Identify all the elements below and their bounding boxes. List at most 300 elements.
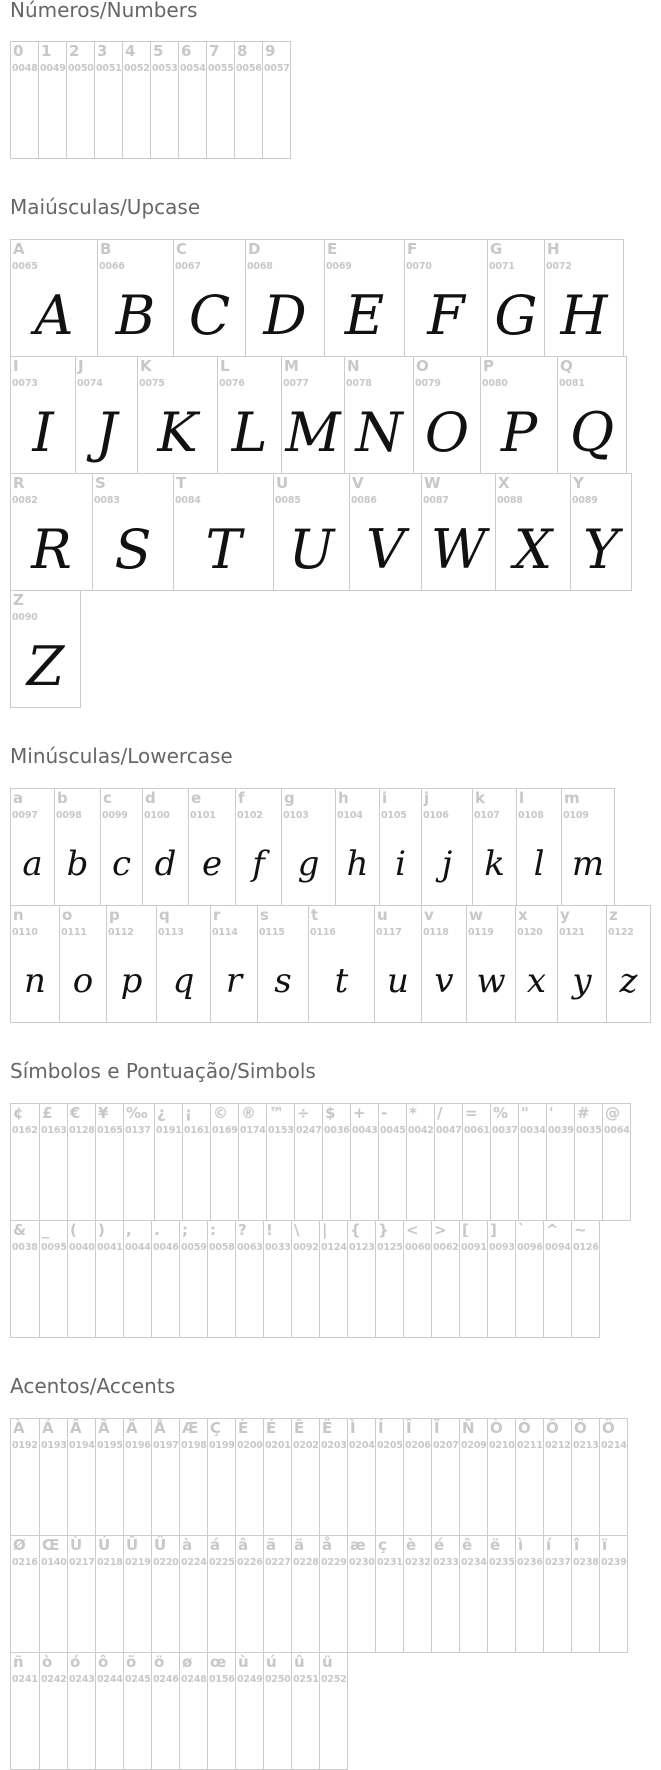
glyph-char-label: î <box>574 1536 580 1554</box>
glyph-char-label: 1 <box>41 42 52 60</box>
glyph-char-label: ^ <box>546 1221 559 1239</box>
glyph-char-label: 7 <box>209 42 220 60</box>
glyph-sample: w <box>476 961 506 1001</box>
glyph-sample: E <box>344 283 385 347</box>
glyph-code-label: 0062 <box>433 1242 459 1253</box>
glyph-cell <box>10 473 93 591</box>
glyph-code-label: 0247 <box>296 1125 322 1136</box>
glyph-sample: u <box>387 961 409 1001</box>
glyph-code-label: 0216 <box>12 1557 38 1568</box>
glyph-cell <box>434 1103 463 1221</box>
section-title-upper: Maiúsculas/Upcase <box>10 195 201 219</box>
glyph-cell <box>349 473 422 591</box>
glyph-cell <box>106 905 157 1023</box>
glyph-cell <box>574 1103 603 1221</box>
glyph-code-label: 0115 <box>259 927 285 938</box>
glyph-cell <box>235 1220 264 1338</box>
glyph-code-label: 0213 <box>573 1440 599 1451</box>
glyph-cell <box>404 239 488 357</box>
glyph-char-label: Û <box>126 1536 139 1554</box>
glyph-code-label: 0237 <box>545 1557 571 1568</box>
glyph-code-label: 0231 <box>377 1557 403 1568</box>
glyph-char-label: J <box>78 357 84 375</box>
glyph-cell <box>59 905 107 1023</box>
glyph-cell <box>10 1220 40 1338</box>
glyph-cell <box>10 1103 40 1221</box>
glyph-code-label: 0191 <box>156 1125 182 1136</box>
glyph-code-label: 0052 <box>124 63 150 74</box>
glyph-char-label: A <box>13 240 25 258</box>
glyph-cell <box>347 1418 376 1536</box>
glyph-cell <box>151 1652 180 1770</box>
glyph-cell <box>39 1418 68 1536</box>
glyph-char-label: g <box>284 789 295 807</box>
glyph-code-label: 0082 <box>12 495 38 506</box>
glyph-char-label: ö <box>154 1653 165 1671</box>
glyph-char-label: Î <box>406 1419 412 1437</box>
glyph-cell <box>319 1652 348 1770</box>
glyph-cell <box>281 356 345 474</box>
glyph-cell <box>263 1652 292 1770</box>
glyph-sample: m <box>571 844 605 884</box>
glyph-code-label: 0225 <box>209 1557 235 1568</box>
glyph-cell <box>173 239 246 357</box>
glyph-char-label: E <box>327 240 338 258</box>
glyph-cell <box>543 1418 572 1536</box>
glyph-cell <box>431 1535 460 1653</box>
glyph-cell <box>179 1418 208 1536</box>
glyph-cell <box>210 905 258 1023</box>
glyph-char-label: { <box>350 1221 361 1239</box>
upper-row <box>10 473 631 591</box>
glyph-sample: D <box>263 283 307 347</box>
glyph-char-label: Æ <box>182 1419 199 1437</box>
glyph-char-label: £ <box>42 1104 53 1122</box>
glyph-char-label: ó <box>70 1653 81 1671</box>
glyph-code-label: 0060 <box>405 1242 431 1253</box>
glyph-char-label: M <box>284 357 299 375</box>
section-title-symbols: Símbolos e Pontuação/Simbols <box>10 1059 316 1083</box>
section-title-numbers: Números/Numbers <box>10 0 198 22</box>
glyph-cell <box>95 1652 124 1770</box>
glyph-code-label: 0245 <box>125 1674 151 1685</box>
glyph-cell <box>235 1652 264 1770</box>
glyph-cell <box>291 1220 320 1338</box>
glyph-char-label: Ò <box>490 1419 503 1437</box>
glyph-char-label: F <box>407 240 418 258</box>
glyph-sample: f <box>252 844 265 884</box>
glyph-char-label: + <box>353 1104 366 1122</box>
glyph-code-label: 0099 <box>102 810 128 821</box>
glyph-char-label: ì <box>518 1536 524 1554</box>
glyph-cell <box>375 1418 404 1536</box>
glyph-cell <box>188 788 236 906</box>
glyph-code-label: 0035 <box>576 1125 602 1136</box>
glyph-code-label: 0109 <box>563 810 589 821</box>
glyph-sample: p <box>120 961 143 1001</box>
glyph-cell <box>207 1220 236 1338</box>
glyph-char-label: ] <box>490 1221 497 1239</box>
glyph-code-label: 0043 <box>352 1125 378 1136</box>
glyph-cell <box>67 1535 96 1653</box>
glyph-code-label: 0228 <box>293 1557 319 1568</box>
glyph-code-label: 0250 <box>265 1674 291 1685</box>
glyph-cell <box>378 1103 407 1221</box>
glyph-char-label: æ <box>350 1536 366 1554</box>
glyph-code-label: 0106 <box>423 810 449 821</box>
glyph-cell <box>570 473 632 591</box>
glyph-cell <box>207 1418 236 1536</box>
glyph-cell <box>421 473 496 591</box>
glyph-cell <box>95 1220 124 1338</box>
glyph-code-label: 0123 <box>349 1242 375 1253</box>
numbers-row <box>10 41 290 159</box>
glyph-code-label: 0096 <box>517 1242 543 1253</box>
glyph-cell <box>466 905 516 1023</box>
glyph-sample: I <box>32 400 54 464</box>
glyph-code-label: 0210 <box>489 1440 515 1451</box>
glyph-char-label: O <box>416 357 429 375</box>
glyph-char-label: # <box>577 1104 590 1122</box>
lower-row <box>10 905 650 1023</box>
glyph-char-label: ‰ <box>126 1104 148 1122</box>
glyph-char-label: â <box>238 1536 249 1554</box>
glyph-char-label: w <box>469 906 483 924</box>
glyph-cell <box>599 1535 628 1653</box>
symbols-row <box>10 1103 630 1221</box>
glyph-code-label: 0156 <box>209 1674 235 1685</box>
symbols-row <box>10 1220 599 1338</box>
glyph-cell <box>39 1103 68 1221</box>
glyph-cell <box>495 473 571 591</box>
glyph-code-label: 0059 <box>181 1242 207 1253</box>
glyph-sample: i <box>395 844 406 884</box>
glyph-cell <box>291 1652 320 1770</box>
glyph-cell <box>459 1220 488 1338</box>
glyph-code-label: 0069 <box>326 261 352 272</box>
glyph-code-label: 0233 <box>433 1557 459 1568</box>
section-title-lower: Minúsculas/Lowercase <box>10 744 233 768</box>
glyph-char-label: Á <box>42 1419 54 1437</box>
glyph-code-label: 0075 <box>139 378 165 389</box>
glyph-char-label: À <box>13 1419 25 1437</box>
glyph-sample: Z <box>26 634 65 698</box>
glyph-code-label: 0229 <box>321 1557 347 1568</box>
glyph-char-label: ~ <box>574 1221 587 1239</box>
glyph-char-label: H <box>547 240 560 258</box>
glyph-code-label: 0220 <box>153 1557 179 1568</box>
glyph-cell <box>150 41 179 159</box>
glyph-char-label: n <box>13 906 24 924</box>
glyph-code-label: 0095 <box>41 1242 67 1253</box>
glyph-sample: M <box>285 400 341 464</box>
glyph-cell <box>67 1103 96 1221</box>
glyph-sample: h <box>346 844 369 884</box>
glyph-char-label: è <box>406 1536 417 1554</box>
glyph-char-label: K <box>140 357 152 375</box>
glyph-char-label: . <box>154 1221 160 1239</box>
glyph-sample: J <box>95 400 118 464</box>
glyph-code-label: 0110 <box>12 927 38 938</box>
glyph-cell <box>66 41 95 159</box>
glyph-code-label: 0163 <box>41 1125 67 1136</box>
glyph-code-label: 0203 <box>321 1440 347 1451</box>
glyph-char-label: D <box>248 240 261 258</box>
glyph-code-label: 0119 <box>468 927 494 938</box>
glyph-sample: N <box>355 400 403 464</box>
glyph-char-label: S <box>95 474 106 492</box>
glyph-code-label: 0218 <box>97 1557 123 1568</box>
glyph-cell <box>281 788 336 906</box>
glyph-code-label: 0198 <box>181 1440 207 1451</box>
glyph-cell <box>319 1535 348 1653</box>
glyph-sample: O <box>424 400 470 464</box>
glyph-code-label: 0219 <box>125 1557 151 1568</box>
glyph-code-label: 0125 <box>377 1242 403 1253</box>
glyph-cell <box>516 788 562 906</box>
glyph-code-label: 0041 <box>97 1242 123 1253</box>
glyph-sample: P <box>500 400 538 464</box>
glyph-char-label: c <box>103 789 112 807</box>
glyph-cell <box>403 1220 432 1338</box>
glyph-sample: F <box>427 283 465 347</box>
glyph-cell <box>10 1418 40 1536</box>
glyph-char-label: 6 <box>181 42 192 60</box>
glyph-cell <box>487 1220 516 1338</box>
glyph-cell <box>375 1535 404 1653</box>
glyph-code-label: 0117 <box>376 927 402 938</box>
glyph-cell <box>151 1220 180 1338</box>
glyph-code-label: 0077 <box>283 378 309 389</box>
glyph-cell <box>374 905 422 1023</box>
glyph-code-label: 0080 <box>482 378 508 389</box>
glyph-cell <box>94 41 123 159</box>
glyph-char-label: s <box>260 906 269 924</box>
glyph-sample: q <box>172 961 195 1001</box>
glyph-code-label: 0209 <box>461 1440 487 1451</box>
glyph-code-label: 0090 <box>12 612 38 623</box>
glyph-code-label: 0211 <box>517 1440 543 1451</box>
glyph-cell <box>379 788 422 906</box>
glyph-char-label: é <box>434 1536 445 1554</box>
glyph-char-label: T <box>176 474 187 492</box>
glyph-char-label: Ú <box>98 1536 111 1554</box>
glyph-code-label: 0116 <box>310 927 336 938</box>
glyph-char-label: @ <box>605 1104 620 1122</box>
glyph-char-label: ; <box>182 1221 188 1239</box>
glyph-sample: l <box>533 844 545 884</box>
glyph-cell <box>263 1535 292 1653</box>
glyph-char-label: ) <box>98 1221 105 1239</box>
glyph-cell <box>97 239 174 357</box>
glyph-char-label: y <box>560 906 570 924</box>
glyph-char-label: R <box>13 474 25 492</box>
glyph-cell <box>557 905 607 1023</box>
glyph-code-label: 0153 <box>268 1125 294 1136</box>
glyph-code-label: 0169 <box>212 1125 238 1136</box>
glyph-char-label: b <box>57 789 68 807</box>
glyph-code-label: 0094 <box>545 1242 571 1253</box>
glyph-cell <box>245 239 325 357</box>
glyph-cell <box>546 1103 575 1221</box>
glyph-cell <box>39 1220 68 1338</box>
glyph-char-label: _ <box>42 1221 50 1239</box>
glyph-code-label: 0124 <box>321 1242 347 1253</box>
glyph-cell <box>151 1418 180 1536</box>
glyph-char-label: Ë <box>322 1419 333 1437</box>
lower-row <box>10 788 614 906</box>
glyph-code-label: 0197 <box>153 1440 179 1451</box>
glyph-code-label: 0048 <box>12 63 38 74</box>
glyph-cell <box>10 41 39 159</box>
glyph-cell <box>308 905 375 1023</box>
glyph-cell <box>10 590 81 708</box>
glyph-char-label: Y <box>573 474 584 492</box>
glyph-char-label: U <box>276 474 289 492</box>
glyph-sample: y <box>572 961 592 1001</box>
glyph-cell <box>421 788 473 906</box>
glyph-code-label: 0046 <box>153 1242 179 1253</box>
glyph-code-label: 0072 <box>546 261 572 272</box>
glyph-cell <box>375 1220 404 1338</box>
glyph-code-label: 0246 <box>153 1674 179 1685</box>
glyph-cell <box>347 1535 376 1653</box>
glyph-code-label: 0091 <box>461 1242 487 1253</box>
glyph-sample: b <box>66 844 89 884</box>
glyph-char-label: " <box>521 1104 529 1122</box>
glyph-sample: a <box>22 844 43 884</box>
glyph-char-label: i <box>382 789 388 807</box>
glyph-char-label: œ <box>210 1653 227 1671</box>
glyph-code-label: 0065 <box>12 261 38 272</box>
glyph-char-label: ú <box>266 1653 277 1671</box>
glyph-cell <box>54 788 101 906</box>
glyph-char-label: Ã <box>98 1419 110 1437</box>
glyph-sample: j <box>441 844 453 884</box>
glyph-char-label: o <box>62 906 73 924</box>
glyph-cell <box>10 1535 40 1653</box>
glyph-code-label: 0088 <box>497 495 523 506</box>
glyph-sample: r <box>225 961 243 1001</box>
glyph-code-label: 0113 <box>158 927 184 938</box>
glyph-cell <box>122 41 151 159</box>
glyph-cell <box>602 1103 631 1221</box>
glyph-code-label: 0162 <box>12 1125 38 1136</box>
glyph-char-label: Ö <box>574 1419 587 1437</box>
glyph-cell <box>459 1535 488 1653</box>
glyph-char-label: Œ <box>42 1536 60 1554</box>
glyph-char-label: í <box>546 1536 552 1554</box>
glyph-code-label: 0083 <box>94 495 120 506</box>
glyph-sample: W <box>430 517 487 581</box>
glyph-code-label: 0165 <box>97 1125 123 1136</box>
glyph-char-label: 2 <box>69 42 80 60</box>
glyph-code-label: 0044 <box>125 1242 151 1253</box>
glyph-cell <box>403 1535 432 1653</box>
glyph-sample: Y <box>583 517 619 581</box>
glyph-char-label: % <box>493 1104 509 1122</box>
glyph-code-label: 0112 <box>108 927 134 938</box>
glyph-code-label: 0121 <box>559 927 585 938</box>
glyph-char-label: ? <box>238 1221 247 1239</box>
glyph-cell <box>10 239 98 357</box>
glyph-char-label: Ó <box>518 1419 531 1437</box>
glyph-code-label: 0202 <box>293 1440 319 1451</box>
glyph-code-label: 0064 <box>604 1125 630 1136</box>
glyph-cell <box>151 1535 180 1653</box>
glyph-sample: d <box>154 844 177 884</box>
glyph-cell <box>472 788 517 906</box>
glyph-code-label: 0081 <box>559 378 585 389</box>
glyph-code-label: 0195 <box>97 1440 123 1451</box>
glyph-cell <box>75 356 138 474</box>
glyph-code-label: 0038 <box>12 1242 38 1253</box>
upper-row <box>10 590 80 708</box>
glyph-code-label: 0085 <box>275 495 301 506</box>
glyph-code-label: 0037 <box>492 1125 518 1136</box>
glyph-char-label: Å <box>154 1419 166 1437</box>
glyph-cell <box>10 356 76 474</box>
glyph-cell <box>207 1652 236 1770</box>
glyph-cell <box>238 1103 267 1221</box>
glyph-char-label: , <box>126 1221 132 1239</box>
glyph-char-label: p <box>109 906 120 924</box>
glyph-cell <box>123 1103 155 1221</box>
glyph-sample: s <box>274 961 292 1001</box>
glyph-code-label: 0104 <box>337 810 363 821</box>
glyph-code-label: 0192 <box>12 1440 38 1451</box>
glyph-sample: S <box>114 517 152 581</box>
glyph-cell <box>273 473 350 591</box>
glyph-char-label: } <box>378 1221 389 1239</box>
glyph-char-label: X <box>498 474 510 492</box>
glyph-code-label: 0249 <box>237 1674 263 1685</box>
glyph-cell <box>179 1535 208 1653</box>
glyph-code-label: 0074 <box>77 378 103 389</box>
glyph-char-label: ç <box>378 1536 387 1554</box>
glyph-cell <box>403 1418 432 1536</box>
glyph-code-label: 0248 <box>181 1674 207 1685</box>
glyph-code-label: 0071 <box>489 261 515 272</box>
glyph-code-label: 0039 <box>548 1125 574 1136</box>
glyph-code-label: 0234 <box>461 1557 487 1568</box>
glyph-cell <box>142 788 189 906</box>
glyph-char-label: å <box>322 1536 333 1554</box>
glyph-cell <box>179 1652 208 1770</box>
glyph-cell <box>406 1103 435 1221</box>
glyph-code-label: 0049 <box>40 63 66 74</box>
glyph-char-label: ü <box>322 1653 333 1671</box>
accents-row <box>10 1652 347 1770</box>
glyph-sample: U <box>288 517 335 581</box>
glyph-cell <box>515 905 558 1023</box>
glyph-cell <box>344 356 414 474</box>
glyph-sample: X <box>513 517 553 581</box>
glyph-char-label: È <box>238 1419 249 1437</box>
glyph-sample: n <box>24 961 46 1001</box>
glyph-char-label: ñ <box>13 1653 24 1671</box>
glyph-sample: o <box>72 961 94 1001</box>
glyph-code-label: 0122 <box>608 927 634 938</box>
glyph-cell <box>543 1535 572 1653</box>
glyph-char-label: / <box>437 1104 443 1122</box>
glyph-cell <box>206 41 235 159</box>
glyph-char-label: < <box>406 1221 419 1239</box>
glyph-char-label: É <box>266 1419 277 1437</box>
glyph-char-label: $ <box>325 1104 336 1122</box>
glyph-code-label: 0235 <box>489 1557 515 1568</box>
glyph-cell <box>263 1418 292 1536</box>
